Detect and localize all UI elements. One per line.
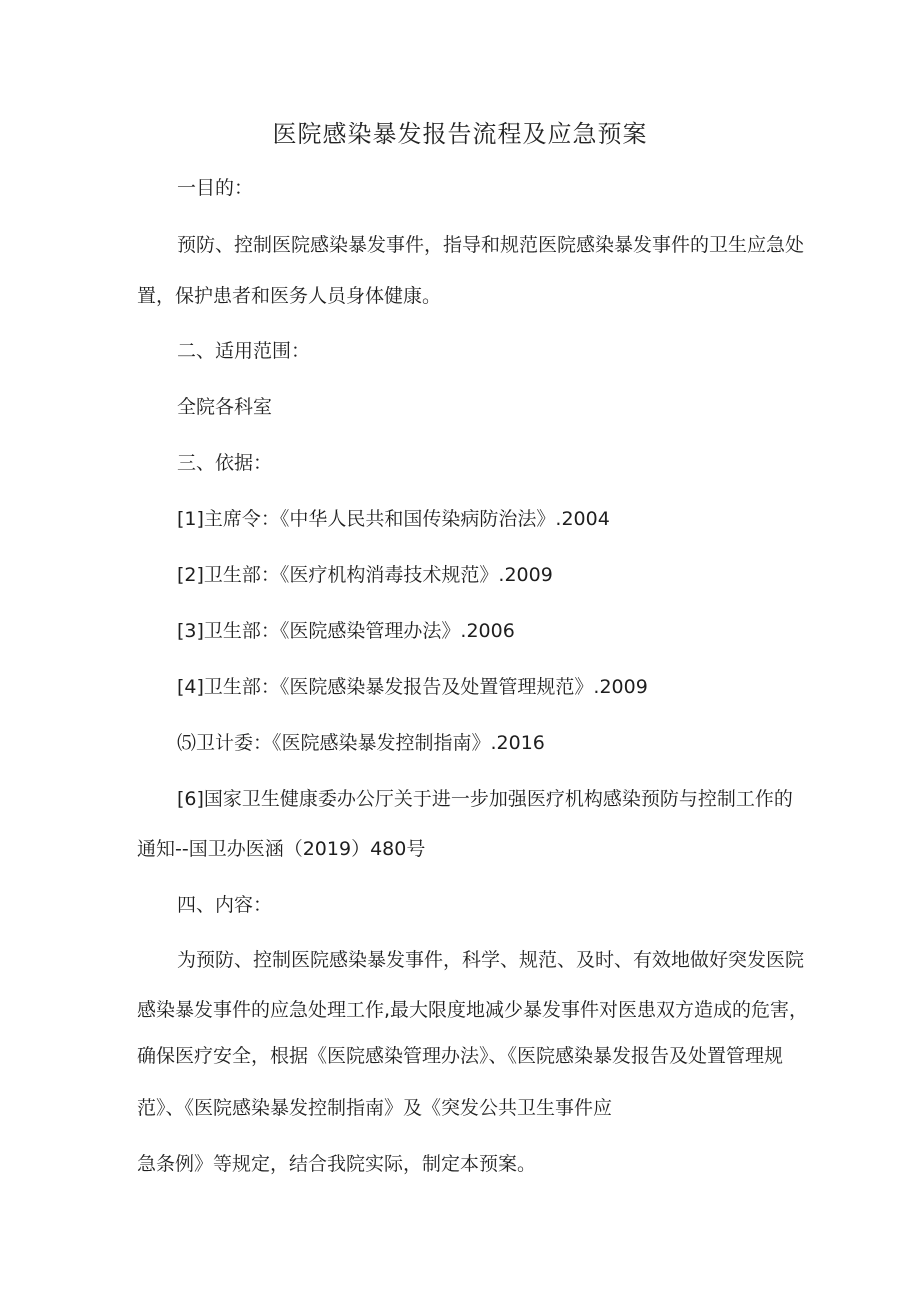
- content-heading: 四、内容：: [177, 894, 273, 916]
- reference-1: [1]主席令：《中华人民共和国传染病防治法》.2004: [177, 508, 610, 530]
- reference-4: [4]卫生部：《医院感染暴发报告及处置管理规范》.2009: [177, 676, 648, 698]
- purpose-text-line-1: 预防、控制医院感染暴发事件，指导和规范医院感染暴发事件的卫生应急处: [177, 234, 805, 256]
- purpose-text-line-2: 置，保护患者和医务人员身体健康。: [137, 285, 442, 307]
- content-text-line-2: 感染暴发事件的应急处理工作,最大限度地减少暴发事件对医患双方造成的危害，: [137, 999, 809, 1021]
- scope-heading: 二、适用范围：: [177, 340, 311, 362]
- basis-heading: 三、依据：: [177, 452, 273, 474]
- content-text-line-4: 范》、《医院感染暴发控制指南》及《突发公共卫生事件应: [137, 1097, 613, 1119]
- reference-6-line-2: 通知--国卫办医涵（2019）480号: [137, 838, 426, 860]
- reference-3: [3]卫生部：《医院感染管理办法》.2006: [177, 620, 515, 642]
- scope-text: 全院各科室: [177, 396, 273, 418]
- content-text-line-5: 急条例》等规定，结合我院实际，制定本预案。: [137, 1153, 537, 1175]
- purpose-heading: 一目的：: [177, 177, 254, 199]
- reference-6-line-1: [6]国家卫生健康委办公厅关于进一步加强医疗机构感染预防与控制工作的: [177, 788, 793, 810]
- document-title: 医院感染暴发报告流程及应急预案: [272, 120, 648, 148]
- content-text-line-1: 为预防、控制医院感染暴发事件，科学、规范、及时、有效地做好突发医院: [177, 949, 805, 971]
- reference-5: ⑸卫计委：《医院感染暴发控制指南》.2016: [177, 732, 545, 754]
- content-text-line-3: 确保医疗安全，根据《医院感染管理办法》、《医院感染暴发报告及处置管理规: [137, 1045, 784, 1067]
- reference-2: [2]卫生部：《医疗机构消毒技术规范》.2009: [177, 564, 553, 586]
